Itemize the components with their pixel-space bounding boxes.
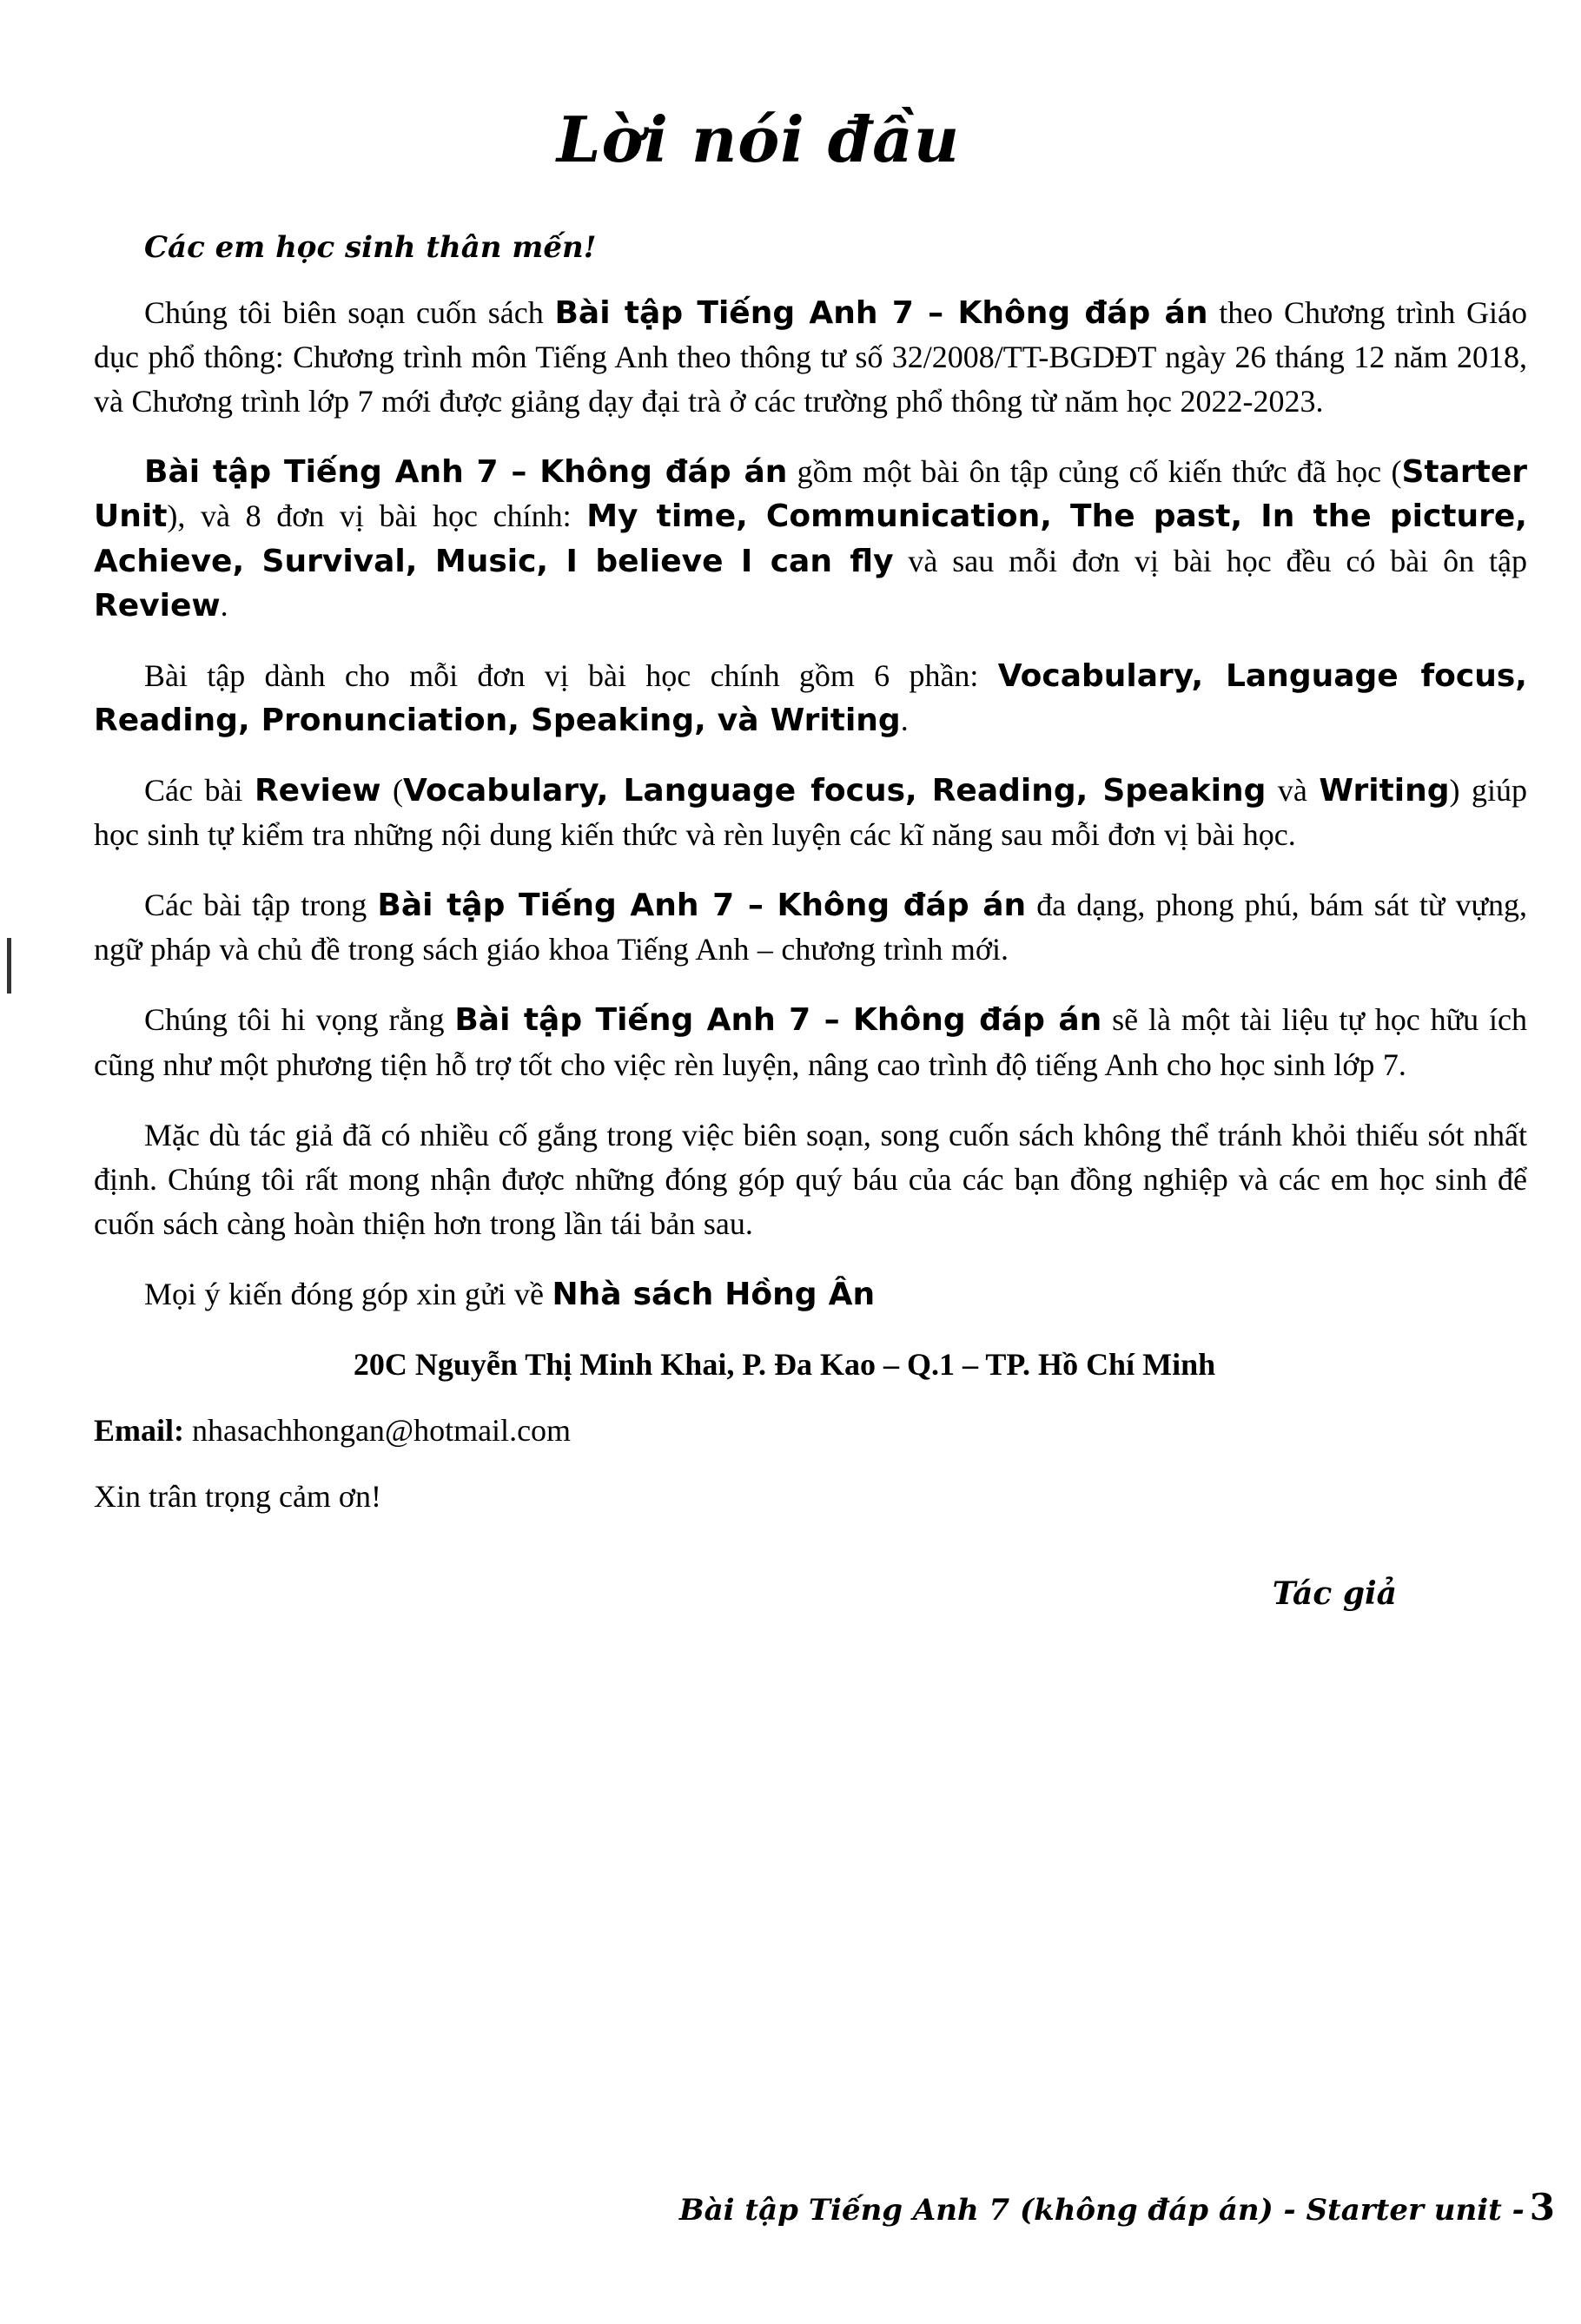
paragraph-p2: [94, 450, 1527, 627]
emphasis-run: Bài tập Tiếng Anh 7 – Không đáp án: [454, 1002, 1102, 1039]
text-run: .: [220, 587, 228, 623]
text-run: Mọi ý kiến đóng góp xin gửi về: [144, 1276, 552, 1311]
emphasis-run: Review: [254, 772, 381, 809]
emphasis-run: Vocabulary, Language focus, Reading, Pronunciation, Speaking, và Writing: [94, 657, 1527, 738]
page-content: [94, 0, 1527, 2324]
page-number: 3: [1529, 2186, 1555, 2228]
paragraph-p5: [94, 883, 1527, 972]
text-run: Chúng tôi hi vọng rằng: [144, 1002, 455, 1038]
text-run: Mặc dù tác giả đã có nhiều cố gắng trong việc biên soạn, song cuốn sách không thể tránh khỏi thiếu sót nhất định. Chúng tôi rất mong nhận được những đóng góp quý báu của các bạn đồng nghiệp và các em học sinh để cuốn sách càng hoàn thiện hơn trong lần tái bản sau.: [94, 1117, 1527, 1241]
emphasis-run: Bài tập Tiếng Anh 7 – Không đáp án: [554, 295, 1208, 331]
emphasis-run: Vocabulary, Language focus, Reading, Speaking: [403, 772, 1267, 809]
emphasis-run: Writing: [1319, 772, 1450, 809]
paragraph-list: [94, 291, 1527, 1317]
emphasis-run: Review: [94, 587, 221, 624]
text-run: gồm một bài ôn tập củng cố kiến thức đã học (: [787, 454, 1402, 490]
paragraph-p4: [94, 769, 1527, 857]
footer-text: Bài tập Tiếng Anh 7 (không đáp án) - Starter unit -: [678, 2193, 1525, 2228]
text-run: (: [380, 772, 404, 808]
text-run: sẽ là một tài liệu tự học hữu ích cũng như một phương tiện hỗ trợ tốt cho việc rèn luyện, nâng cao trình độ tiếng Anh cho học sinh lớp 7.: [94, 1002, 1528, 1082]
salutation: Các em học sinh thân mến!: [144, 230, 597, 265]
text-run: ), và 8 đơn vị bài học chính:: [167, 498, 587, 534]
text-run: Chúng tôi biên soạn cuốn sách: [144, 295, 555, 330]
emphasis-run: Bài tập Tiếng Anh 7 – Không đáp án: [144, 454, 788, 491]
email-value: nhasachhongan@hotmail.com: [192, 1413, 572, 1449]
paragraph-p6: [94, 998, 1527, 1086]
text-run: và sau mỗi đơn vị bài học đều có bài ôn tập: [893, 543, 1528, 578]
text-run: và: [1266, 772, 1320, 808]
signature: Tác giả: [1272, 1575, 1397, 1613]
text-run: đa dạng, phong phú, bám sát từ vựng, ngữ pháp và chủ đề trong sách giáo khoa Tiếng Anh – chương trình mới.: [94, 888, 1528, 967]
text-run: theo Chương trình Giáo dục phổ thông: Chương trình môn Tiếng Anh theo thông tư số 32/2008/TT-BGDĐT ngày 26 tháng 12 năm 2018, và Chương trình lớp 7 mới được giảng dạy đại trà ở các trường phổ thông từ năm học 2022-2023.: [94, 295, 1527, 419]
text-run: Các bài tập trong: [144, 888, 378, 923]
paragraph-p1: [94, 291, 1527, 424]
emphasis-run: Starter Unit: [94, 454, 1527, 535]
paragraph-p8: [94, 1272, 1527, 1317]
email-line: [94, 1412, 1527, 1449]
page-edge-mark: [7, 938, 11, 994]
emphasis-run: Nhà sách Hồng Ân: [552, 1276, 876, 1312]
closing-thanks: Xin trân trọng cảm ơn!: [94, 1479, 381, 1515]
paragraph-p3: [94, 654, 1527, 743]
paragraph-p7: [94, 1113, 1527, 1246]
text-run: Các bài: [144, 772, 255, 808]
text-run: Bài tập dành cho mỗi đơn vị bài học chính gồm 6 phần:: [144, 657, 998, 693]
publisher-address: 20C Nguyễn Thị Minh Khai, P. Đa Kao – Q.1 – TP. Hồ Chí Minh: [353, 1347, 1216, 1383]
page-title: Lời nói đầu: [556, 102, 961, 176]
emphasis-run: My time, Communication, The past, In the picture, Achieve, Survival, Music, I believe I can fly: [94, 498, 1527, 579]
email-label: Email:: [94, 1413, 184, 1449]
page-footer: [0, 2186, 1581, 2228]
emphasis-run: Bài tập Tiếng Anh 7 – Không đáp án: [377, 888, 1027, 924]
text-run: .: [900, 702, 909, 737]
text-run: ) giúp học sinh tự kiểm tra những nội dung kiến thức và rèn luyện các kĩ năng sau mỗi đơn vị bài học.: [94, 772, 1528, 853]
